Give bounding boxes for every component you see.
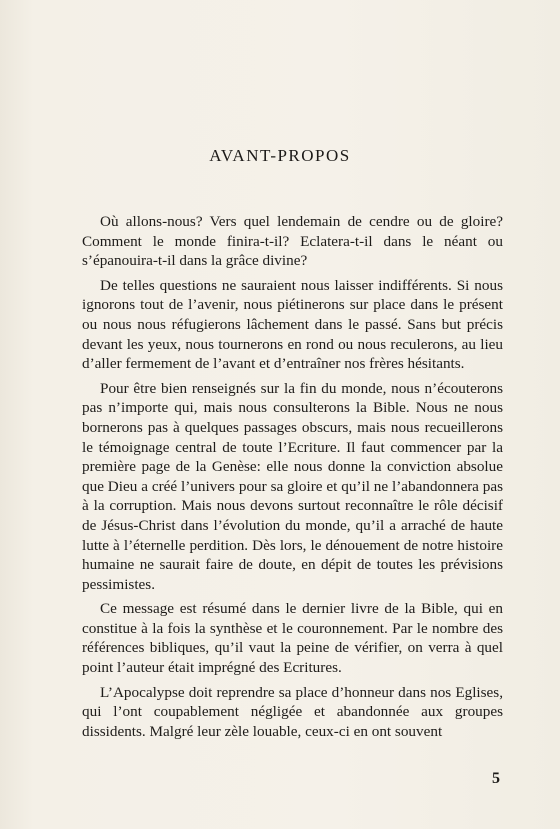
paragraph-5: L’Apocalypse doit reprendre sa place d’honneur dans nos Eglises, qui l’ont coupablement négligée et abandonnée aux groupes dissidents. Malgré leur zèle louable, ceux-ci en ont souvent [82,683,503,740]
page-title: AVANT-PROPOS [209,146,351,165]
paragraph-2: De telles questions ne sauraient nous laisser indifférents. Si nous ignorons tout de l’avenir, nous piétinerons sur place dans le présent ou nous nous réfugierons lâchement dans le passé. Sans but précis devant les yeux, nous tournerons en rond ou nous reculerons, au lieu d’aller fermement de l’avant et d’entraîner nos frères hésitants. [82,276,503,373]
paragraph-4: Ce message est résumé dans le dernier livre de la Bible, qui en constitue à la fois la synthèse et le couronnement. Par le nombre des références bibliques, qu’il vaut la peine de vérifier, on verra à quel point l’auteur était imprégné des Ecritures. [82,600,503,677]
paragraph-3: Pour être bien renseignés sur la fin du monde, nous n’écouterons pas n’importe qui, mais nous consulterons la Bible. Nous ne nous bornerons pas à quelques passages obscurs, mais nous recueillerons le témoignage central de toute l’Ecriture. Il faut commencer par la première page de la Genèse: elle nous donne la conviction absolue que Dieu a créé l’univers pour sa gloire et qu’il ne l’abandonnera pas à la corruption. Mais nous devons surtout reconnaître le rôle décisif de Jésus-Christ dans l’évolution du monde, qu’il a arraché de haute lutte à l’éternelle perdition. Dès lors, le dénouement de notre histoire humaine ne saurait faire de doute, en dépit de toutes les prévisions pessimistes. [82,379,503,593]
paragraph-1: Où allons-nous? Vers quel lendemain de cendre ou de gloire? Comment le monde finira-t-il? Eclatera-t-il dans le néant ou s’épanouira-t-il dans la grâce divine? [82,213,503,270]
body-text [82,212,503,746]
page-number: 5 [492,770,500,787]
